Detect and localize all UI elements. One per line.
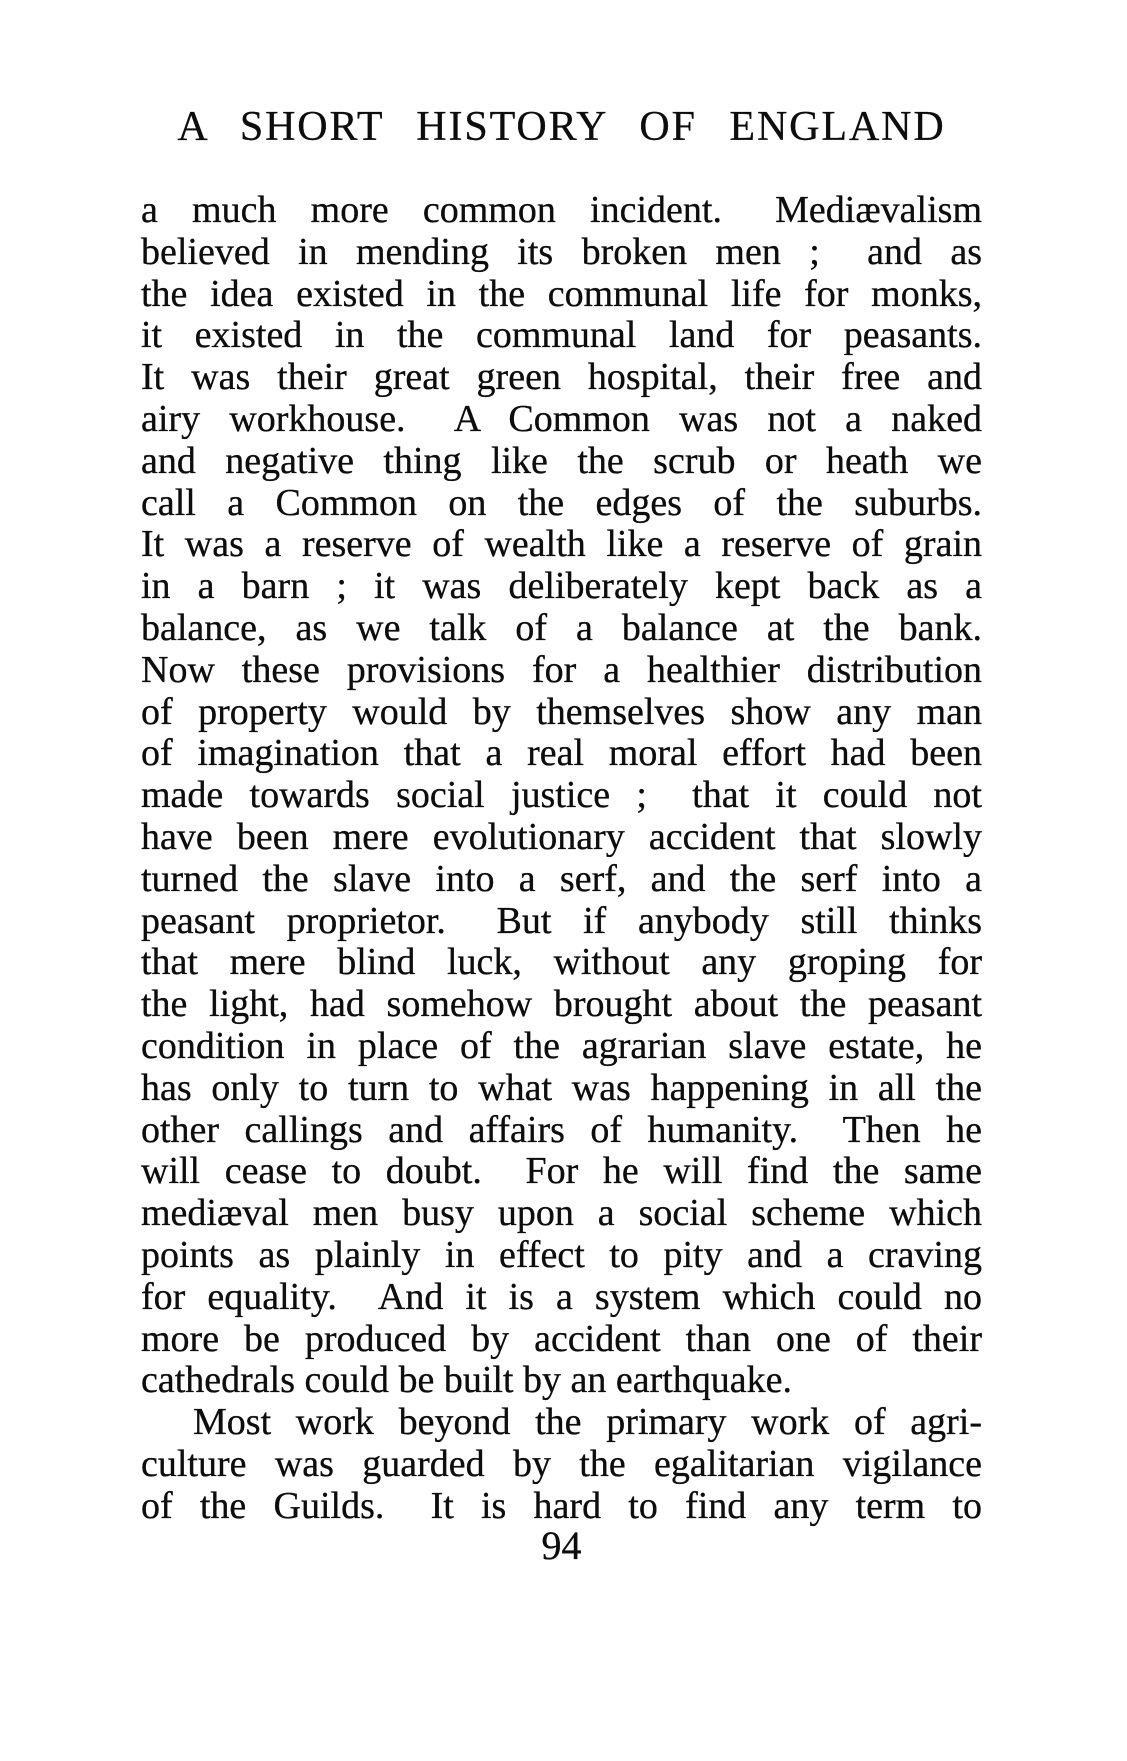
text-line: mediæval men busy upon a social scheme which [141, 1192, 982, 1235]
text-line: believed in mending its broken men ; and as [141, 230, 982, 273]
text-line: call a Common on the edges of the suburbs. [141, 481, 982, 524]
page-title: A SHORT HISTORY OF ENGLAND [177, 104, 946, 150]
text-line: cathedrals could be built by an earthquake. [141, 1359, 793, 1402]
text-line: points as plainly in effect to pity and a craving [141, 1233, 982, 1276]
text-line: in a barn ; it was deliberately kept back as a [141, 565, 982, 608]
text-line: peasant proprietor. But if anybody still thinks [141, 899, 982, 942]
page-number: 94 [541, 1523, 582, 1568]
text-line: the light, had somehow brought about the peasant [141, 983, 982, 1026]
text-line: culture was guarded by the egalitarian vigilance [141, 1442, 982, 1485]
text-line: that mere blind luck, without any groping for [141, 941, 982, 984]
text-line: made towards social justice ; that it could not [141, 774, 982, 817]
text-line: of the Guilds. It is hard to find any term to [141, 1484, 982, 1527]
text-line: It was a reserve of wealth like a reserve of grain [141, 523, 982, 566]
text-line: of imagination that a real moral effort had been [141, 732, 982, 775]
text-line: turned the slave into a serf, and the serf into a [141, 857, 982, 900]
text-line: for equality. And it is a system which could no [141, 1275, 982, 1318]
text-line: has only to turn to what was happening in all the [141, 1066, 982, 1109]
text-line: condition in place of the agrarian slave estate, he [141, 1024, 982, 1067]
text-line: other callings and affairs of humanity. Then he [141, 1108, 982, 1151]
text-line: the idea existed in the communal life for monks, [141, 272, 982, 315]
text-line: balance, as we talk of a balance at the bank. [141, 606, 982, 649]
text-line: Now these provisions for a healthier distribution [141, 648, 982, 691]
text-line: a much more common incident. Mediævalism [141, 189, 982, 231]
text-line: Most work beyond the primary work of agri- [193, 1401, 982, 1444]
text-line: will cease to doubt. For he will find the same [141, 1150, 982, 1193]
text-line: It was their great green hospital, their free and [141, 356, 982, 399]
text-line: and negative thing like the scrub or heath we [141, 439, 982, 482]
text-line: it existed in the communal land for peasants. [141, 314, 982, 357]
body-text [141, 190, 982, 1528]
text-line: airy workhouse. A Common was not a naked [141, 397, 982, 440]
text-line: of property would by themselves show any man [141, 690, 982, 733]
text-line: have been mere evolutionary accident that slowly [141, 815, 982, 858]
text-line: more be produced by accident than one of their [141, 1317, 982, 1360]
